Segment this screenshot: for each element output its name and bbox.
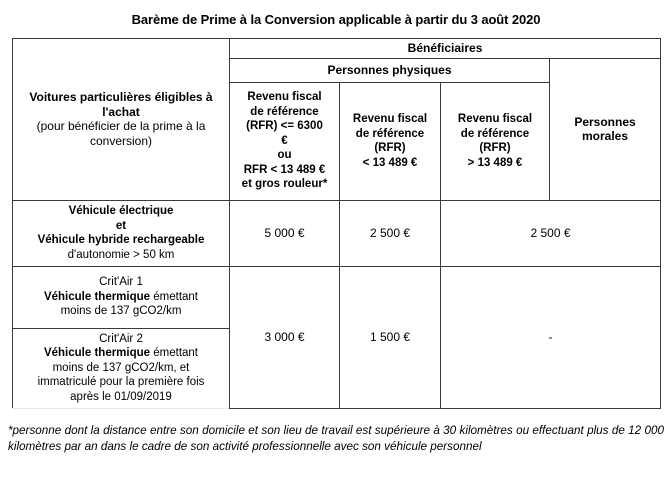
header-cell-rfr-less-than — [340, 82, 441, 200]
rfr6300-line-7: et gros rouleur* — [241, 178, 328, 191]
rfr6300-line-6: RFR < 13 489 € — [243, 163, 326, 176]
critair1-line-2 — [16, 290, 226, 305]
critair1-line-2-rest: émettant — [150, 290, 199, 303]
rfrlt-line-3: (RFR) — [374, 142, 406, 154]
critair1-line-3: moins de 137 gCO2/km — [60, 305, 182, 318]
value-electrique-rfr6300: 5 000 € — [230, 200, 340, 266]
header-cell-rfr-6300 — [230, 82, 340, 200]
header-line-4: conversion) — [89, 133, 153, 148]
header-line-3: (pour bénéficier de la prime à la — [36, 119, 206, 134]
rfr6300-line-3: (RFR) <= 6300 — [246, 120, 323, 133]
rfrgt-line-3: (RFR) — [479, 142, 511, 154]
value-electrique-merged-right: 2 500 € — [441, 200, 661, 266]
electrique-line-3: Véhicule hybride rechargeable — [37, 234, 205, 246]
header-cell-personnes-physiques: Personnes physiques — [230, 58, 550, 82]
electrique-line-1: Véhicule électrique — [68, 205, 174, 217]
rfr6300-line-4: € — [281, 134, 288, 147]
rfrlt-line-4: < 13 489 € — [362, 156, 418, 169]
value-critair-rfr-lt: 1 500 € — [340, 266, 441, 408]
table-row-beneficiaires — [13, 39, 661, 59]
rfrgt-line-2: de référence — [460, 127, 530, 140]
critair1-line-1: Crit'Air 1 — [99, 276, 143, 289]
value-electrique-rfr-lt: 2 500 € — [340, 200, 441, 266]
electrique-line-4: d'autonomie > 50 km — [67, 248, 175, 261]
table-row-electrique — [13, 200, 661, 266]
header-line-2: l'achat — [102, 104, 140, 119]
critair1-line-2-bold: Véhicule thermique — [43, 290, 151, 303]
header-cell-rfr-greater-than — [441, 82, 550, 200]
table-row-critair-1 — [13, 266, 661, 328]
critair2-line-4: immatriculé pour la première fois — [37, 376, 205, 389]
rfrlt-line-2: de référence — [355, 127, 425, 140]
value-critair-merged-right: - — [441, 266, 661, 408]
header-cell-personnes-morales — [550, 58, 661, 200]
row-label-electrique — [13, 200, 230, 266]
critair2-line-3: moins de 137 gCO2/km, et — [52, 361, 190, 374]
critair2-line-1: Crit'Air 2 — [99, 332, 143, 345]
rfrgt-line-4: > 13 489 € — [467, 156, 523, 169]
electrique-line-2: et — [115, 219, 127, 232]
prime-conversion-table — [12, 38, 661, 409]
critair2-line-2-bold: Véhicule thermique — [43, 347, 151, 360]
header-line-1: Voitures particulières éligibles à — [29, 90, 213, 105]
personnes-morales-label: Personnes morales — [574, 114, 636, 143]
page-title: Barème de Prime à la Conversion applicable à partir du 3 août 2020 — [131, 12, 541, 27]
row-label-critair-2 — [13, 328, 230, 408]
header-cell-vehicles-eligible — [13, 39, 230, 201]
rfrlt-line-1: Revenu fiscal — [352, 113, 428, 125]
critair2-line-2-rest: émettant — [150, 347, 199, 360]
value-critair-rfr6300: 3 000 € — [230, 266, 340, 408]
rfr6300-line-1: Revenu fiscal — [247, 91, 322, 104]
rfr6300-line-2: de référence — [250, 105, 319, 118]
rfrgt-line-1: Revenu fiscal — [457, 113, 533, 125]
critair2-line-5: après le 01/09/2019 — [70, 390, 172, 403]
row-label-critair-1 — [13, 266, 230, 328]
rfr6300-line-5: ou — [277, 149, 292, 162]
critair2-line-2 — [16, 346, 226, 361]
footnote-text: *personne dont la distance entre son domicile et son lieu de travail est supérieure à 30 kilomètres ou effectuant plus de 12 000 kilomètres par an dans le cadre de son activité professionnelle avec son véhicule personnel — [8, 423, 664, 453]
header-cell-beneficiaires: Bénéficiaires — [230, 39, 661, 59]
